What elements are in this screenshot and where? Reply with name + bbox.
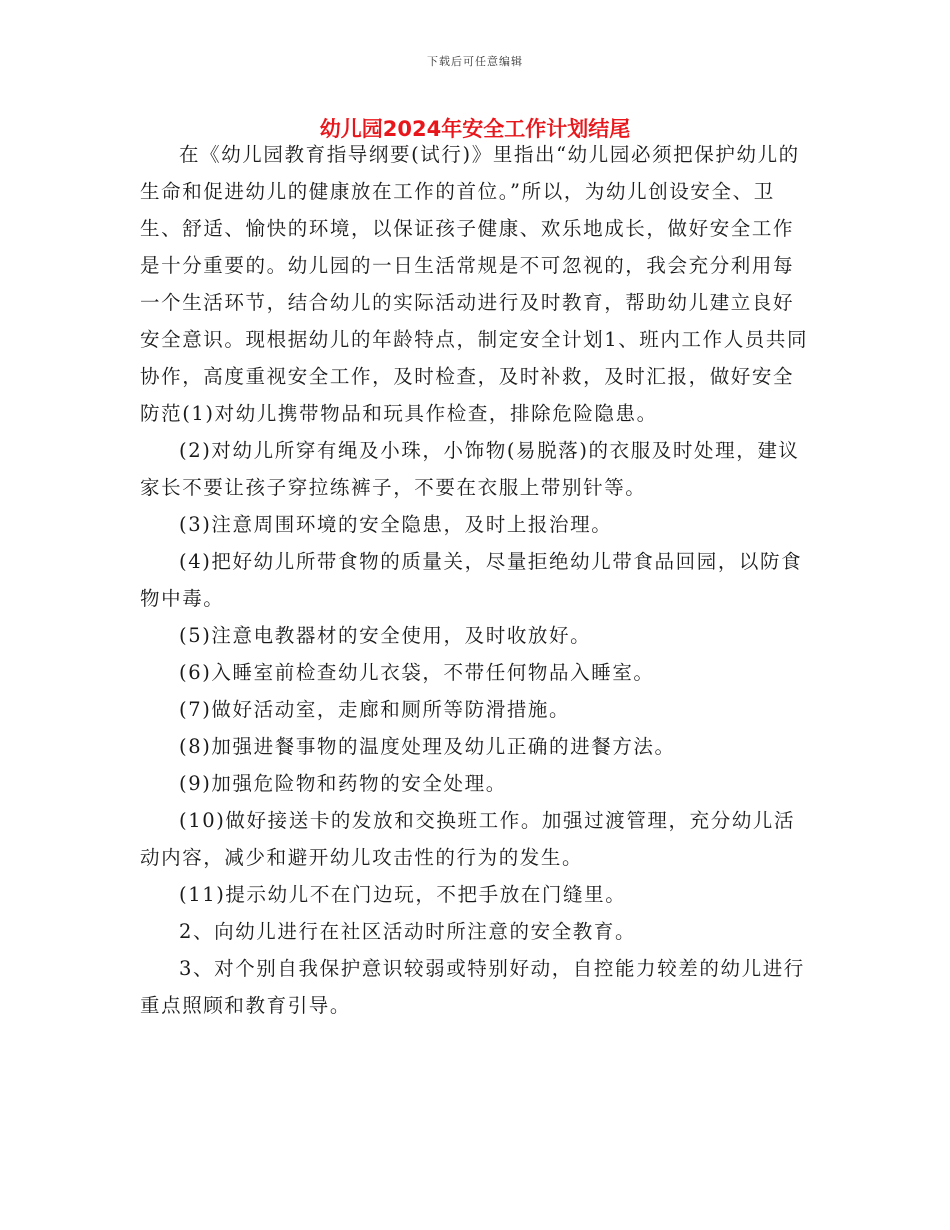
document-body — [140, 136, 810, 1024]
paragraph: (7)做好活动室，走廊和厕所等防滑措施。 — [179, 698, 571, 721]
paragraph: (3)注意周围环境的安全隐患，及时上报治理。 — [179, 513, 613, 536]
paragraph: (8)加强进餐事物的温度处理及幼儿正确的进餐方法。 — [179, 735, 676, 758]
paragraph: 在《幼儿园教育指导纲要(试行)》里指出“幼儿园必须把保护幼儿的生命和促进幼儿的健康放在工作的首位。”所以，为幼儿创设安全、卫生、舒适、愉快的环境，以保证孩子健康、欢乐地成长，做好安全工作是十分重要的。幼儿园的一日生活常规是不可忽视的，我会充分利用每一个生活环节，结合幼儿的实际活动进行及时教育，帮助幼儿建立良好安全意识。现根据幼儿的年龄特点，制定安全计划1、班内工作人员共同协作，高度重视安全工作，及时检查，及时补救，及时汇报，做好安全防范(1)对幼儿携带物品和玩具作检查，排除危险隐患。 — [140, 143, 809, 425]
document-title: 幼儿园2024年安全工作计划结尾 — [319, 117, 631, 141]
paragraph: (11)提示幼儿不在门边玩，不把手放在门缝里。 — [179, 883, 627, 906]
paragraph: (4)把好幼儿所带食物的质量关，尽量拒绝幼儿带食品回园，以防食物中毒。 — [140, 550, 803, 610]
paragraph: 2、向幼儿进行在社区活动时所注意的安全教育。 — [179, 920, 637, 943]
paragraph: (2)对幼儿所穿有绳及小珠，小饰物(易脱落)的衣服及时处理，建议家长不要让孩子穿拉练裤子，不要在衣服上带别针等。 — [140, 439, 800, 499]
header-note: 下载后可任意编辑 — [427, 55, 523, 68]
paragraph: 3、对个别自我保护意识较弱或特别好动，自控能力较差的幼儿进行重点照顾和教育引导。 — [140, 957, 805, 1017]
paragraph: (9)加强危险物和药物的安全处理。 — [179, 772, 507, 795]
paragraph: (5)注意电教器材的安全使用，及时收放好。 — [179, 624, 592, 647]
paragraph: (6)入睡室前检查幼儿衣袋，不带任何物品入睡室。 — [179, 661, 655, 684]
paragraph: (10)做好接送卡的发放和交换班工作。加强过渡管理，充分幼儿活动内容，减少和避开幼儿攻击性的行为的发生。 — [140, 809, 796, 869]
